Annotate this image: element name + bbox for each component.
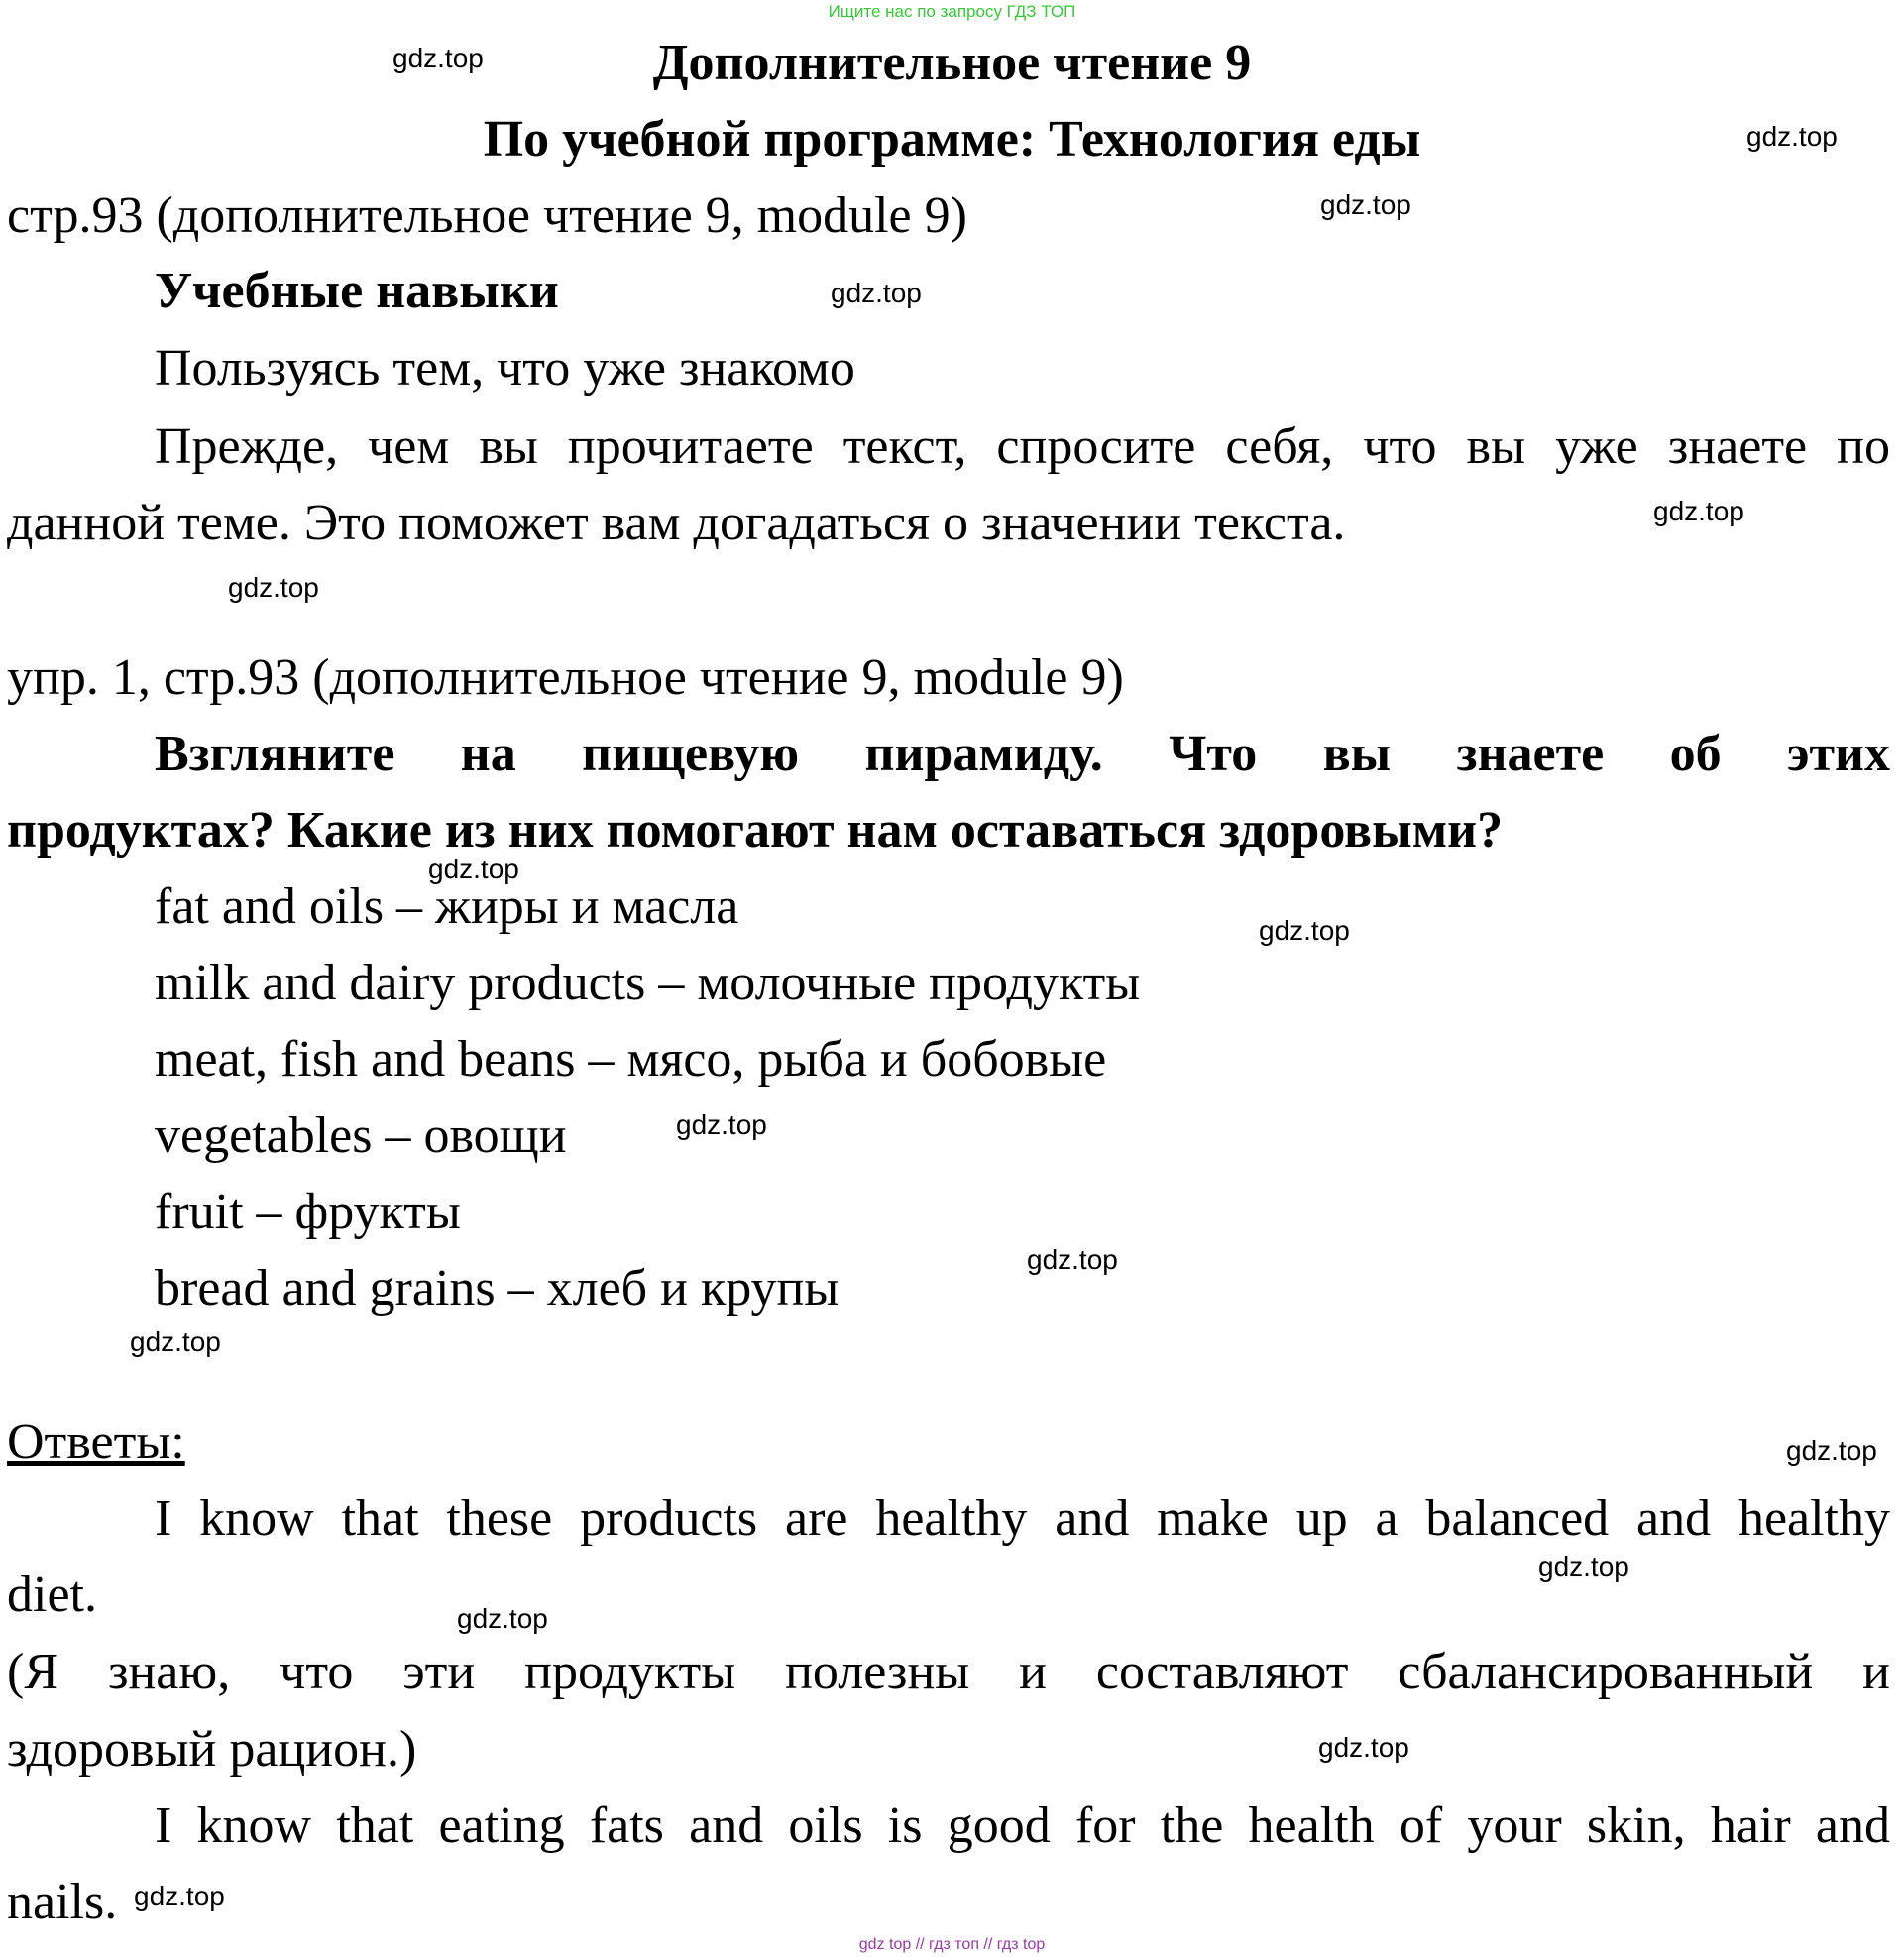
watermark: gdz.top [130,1326,221,1357]
watermark: gdz.top [1538,1552,1629,1582]
watermark: gdz.top [392,43,484,73]
paragraph-line: данной теме. Это поможет вам догадаться о значении текста. [7,495,1346,551]
answers-label: Ответы: [7,1414,185,1470]
translation-line: здоровый рацион.) [7,1721,417,1778]
exercise-task-line: продуктах? Какие из них помогают нам оставаться здоровыми? [7,802,1504,859]
watermark: gdz.top [428,854,519,884]
answer-line: I know that eating fats and oils is good for the health of your skin, hair and [155,1797,1890,1854]
watermark: gdz.top [1027,1244,1118,1275]
vocab-item: milk and dairy products – молочные продукты [155,955,1141,1011]
exercise-ref: упр. 1, стр.93 (дополнительное чтение 9, module 9) [7,649,1124,706]
paragraph-line: Прежде, чем вы прочитаете текст, спросите себя, что вы уже знаете по [155,418,1890,475]
section-ref: стр.93 (дополнительное чтение 9, module 9) [7,187,967,244]
vocab-item: meat, fish and beans – мясо, рыба и бобовые [155,1031,1107,1088]
section-subheading: Пользуясь тем, что уже знакомо [155,340,855,397]
header-note: Ищите нас по запросу ГДЗ ТОП [828,2,1076,21]
vocab-item: bread and grains – хлеб и крупы [155,1260,840,1317]
watermark: gdz.top [676,1109,767,1140]
watermark: gdz.top [1318,1732,1409,1763]
watermark: gdz.top [228,572,319,603]
page-title: Дополнительное чтение 9 [652,35,1252,91]
watermark: gdz.top [1786,1436,1877,1466]
exercise-task-line: Взгляните на пищевую пирамиду. Что вы знаете об этих [155,726,1890,782]
translation-line: (Я знаю, что эти продукты полезны и составляют сбалансированный и [7,1644,1890,1700]
vocab-item: fat and oils – жиры и масла [155,878,739,935]
vocab-item: fruit – фрукты [155,1184,461,1240]
answer-line: nails. [7,1874,118,1930]
answer-line: I know that these products are healthy and make up a balanced and healthy [155,1490,1890,1547]
watermark: gdz.top [831,278,922,308]
watermark: gdz.top [1259,915,1350,946]
footer-note: gdz top // гдз топ // гдз top [858,1936,1046,1953]
vocab-item: vegetables – овощи [155,1107,567,1164]
watermark: gdz.top [457,1603,548,1634]
watermark: gdz.top [1320,189,1411,220]
section-heading: Учебные навыки [155,263,559,319]
watermark: gdz.top [1746,121,1838,152]
watermark: gdz.top [134,1881,225,1911]
page-subtitle: По учебной программе: Технология еды [483,111,1421,168]
answer-line: diet. [7,1566,97,1623]
watermark: gdz.top [1653,496,1744,526]
